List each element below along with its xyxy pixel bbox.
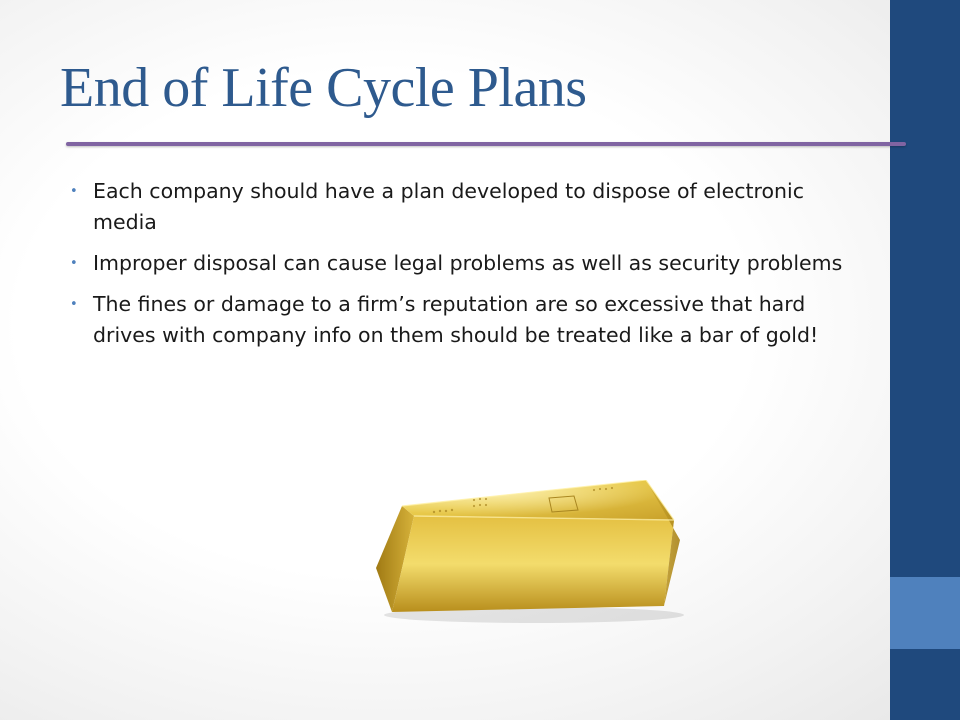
bullet-marker: •: [70, 184, 78, 199]
bullet-text: Improper disposal can cause legal problems as well as security problems: [93, 251, 843, 275]
gold-bar-icon: [374, 480, 684, 625]
sidebar-accent-middle: [890, 577, 960, 649]
title-underline: [66, 142, 906, 146]
slide-title: End of Life Cycle Plans: [60, 57, 587, 119]
bullet-item: [70, 248, 850, 279]
bullet-item: [70, 176, 850, 238]
bullet-list: [70, 176, 850, 361]
bullet-marker: •: [70, 297, 78, 312]
bullet-text: The fines or damage to a firm’s reputation are so excessive that hard drives with company info on them should be treated like a bar of gold!: [93, 292, 819, 347]
gold-bar-image: [374, 480, 684, 625]
sidebar-accent-bottom: [890, 649, 960, 720]
bullet-text: Each company should have a plan developed to dispose of electronic media: [93, 179, 804, 234]
sidebar-accent-top: [890, 0, 960, 577]
bullet-item: [70, 289, 850, 351]
bullet-marker: •: [70, 256, 78, 271]
